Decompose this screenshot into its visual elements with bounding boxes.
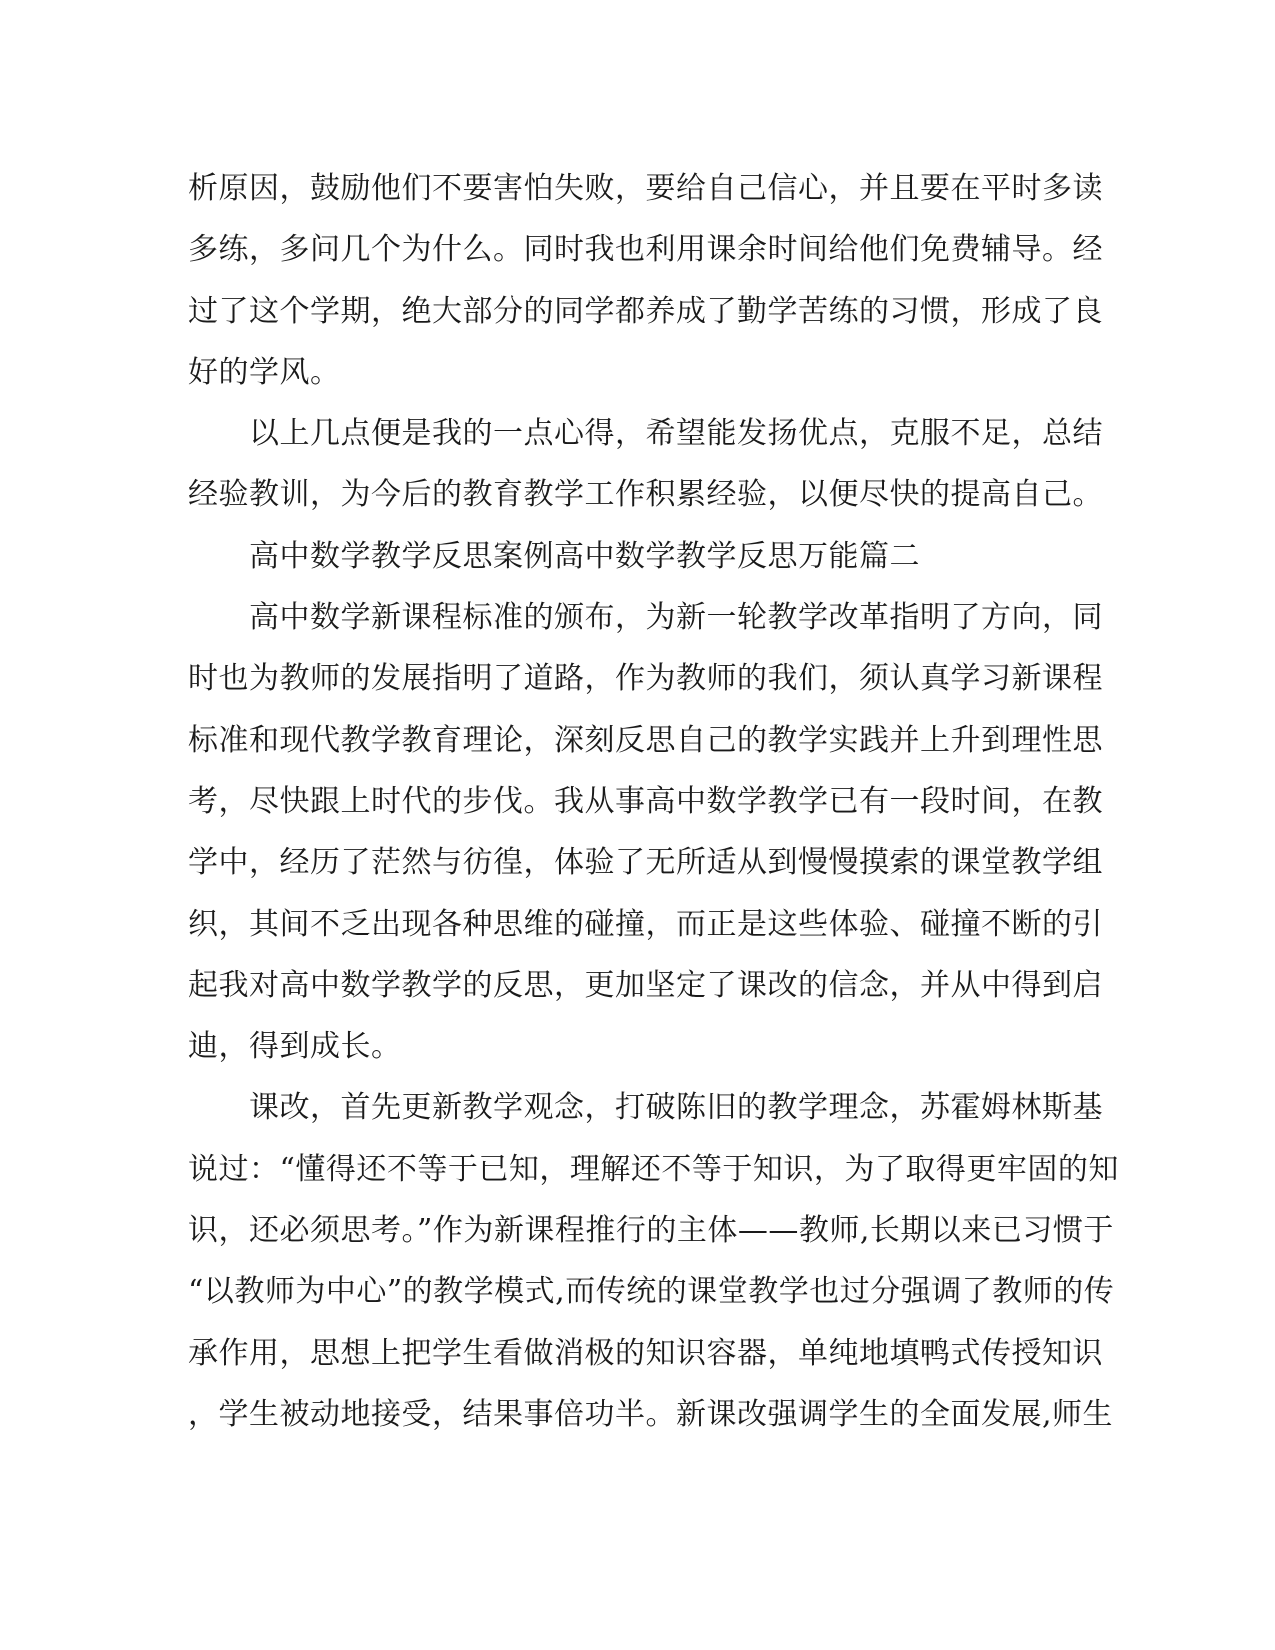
- text-line: 承作用，思想上把学生看做消极的知识容器，单纯地填鸭式传授知识: [188, 1335, 1103, 1371]
- text-line: 迪，得到成长。: [188, 1029, 402, 1065]
- text-line: “以教师为中心”的教学模式,而传统的课堂教学也过分强调了教师的传: [188, 1274, 1115, 1310]
- text-line: 织，其间不乏出现各种思维的碰撞，而正是这些体验、碰撞不断的引: [188, 906, 1103, 942]
- text-line: 过了这个学期，绝大部分的同学都养成了勤学苦练的习惯，形成了良: [188, 293, 1103, 329]
- text-line: 经验教训，为今后的教育教学工作积累经验，以便尽快的提高自己。: [188, 477, 1103, 513]
- text-line: 多练，多问几个为什么。同时我也利用课余时间给他们免费辅导。经: [188, 232, 1103, 268]
- text-line: 好的学风。: [188, 354, 341, 390]
- text-line: 识，还必须思考。”作为新课程推行的主体——教师,长期以来已习惯于: [188, 1213, 1114, 1249]
- text-line: 学中，经历了茫然与彷徨，体验了无所适从到慢慢摸索的课堂教学组: [188, 845, 1103, 881]
- section-heading: 高中数学教学反思案例高中数学教学反思万能篇二: [188, 538, 920, 574]
- text-line: 课改，首先更新教学观念，打破陈旧的教学理念，苏霍姆林斯基: [188, 1090, 1103, 1126]
- text-line: 说过：“懂得还不等于已知，理解还不等于知识，为了取得更牢固的知: [188, 1151, 1119, 1187]
- text-line: 时也为教师的发展指明了道路，作为教师的我们，须认真学习新课程: [188, 661, 1103, 697]
- text-line: 以上几点便是我的一点心得，希望能发扬优点，克服不足，总结: [188, 416, 1103, 452]
- text-line: 考，尽快跟上时代的步伐。我从事高中数学教学已有一段时间，在教: [188, 783, 1103, 819]
- text-line: 高中数学新课程标准的颁布，为新一轮教学改革指明了方向，同: [188, 600, 1103, 636]
- text-line: 析原因，鼓励他们不要害怕失败，要给自己信心，并且要在平时多读: [188, 171, 1103, 206]
- text-line: ，学生被动地接受，结果事倍功半。新课改强调学生的全面发展,师生: [188, 1396, 1114, 1432]
- text-line: 标准和现代教学教育理论，深刻反思自己的教学实践并上升到理性思: [188, 722, 1103, 758]
- text-line: 起我对高中数学教学的反思，更加坚定了课改的信念，并从中得到启: [188, 967, 1103, 1003]
- body-text: [188, 158, 1119, 1445]
